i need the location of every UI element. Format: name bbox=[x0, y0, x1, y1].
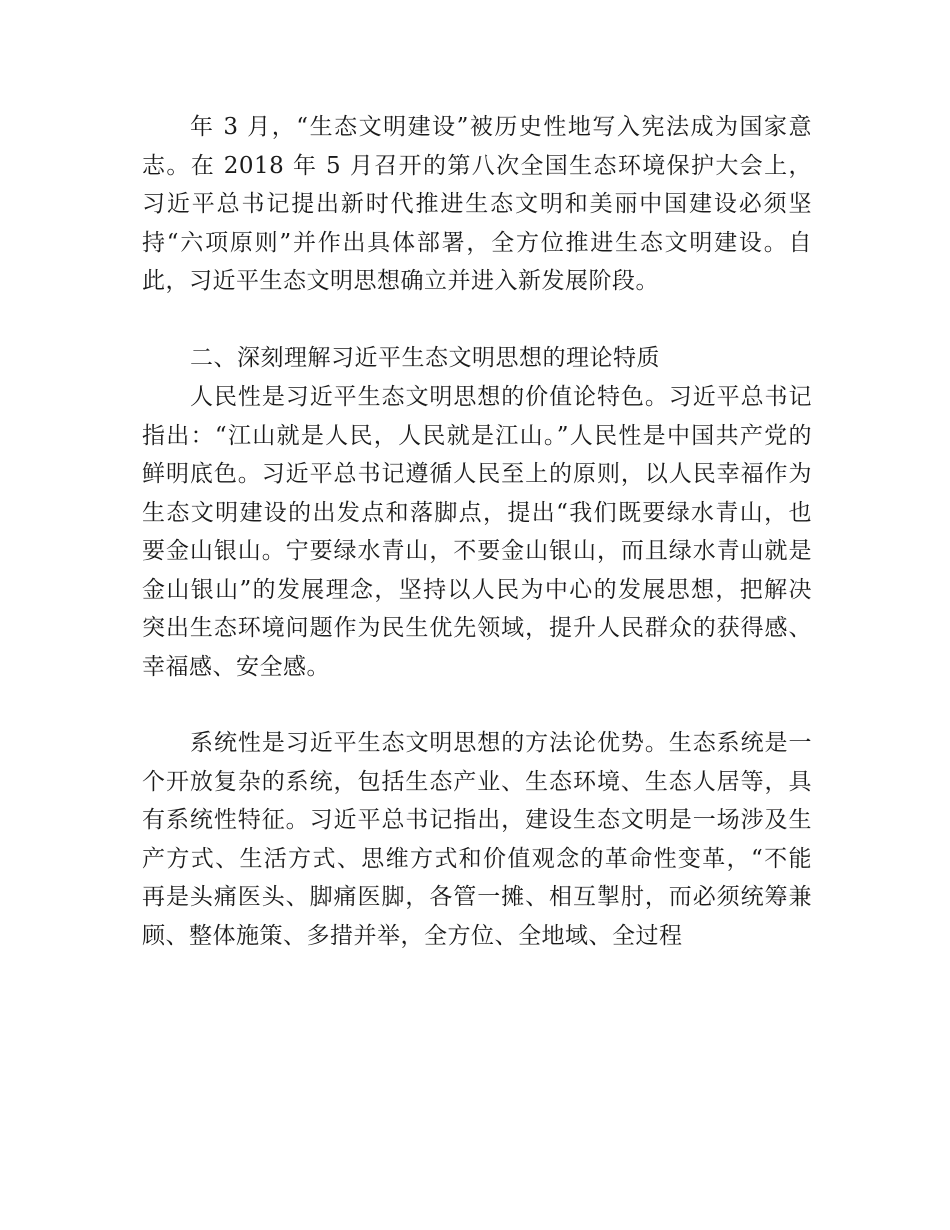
paragraph-people-oriented: 人民性是习近平生态文明思想的价值论特色。习近平总书记指出：“江山就是人民，人民就是江山。”人民性是中国共产党的鲜明底色。习近平总书记遵循人民至上的原则，以人民幸福作为生态文明建设的出发点和落脚点，提出“我们既要绿水青山，也要金山银山。宁要绿水青山，不要金山银山，而且绿水青山就是金山银山”的发展理念，坚持以人民为中心的发展思想，把解决突出生态环境问题作为民生优先领域，提升人民群众的获得感、幸福感、安全感。 bbox=[142, 384, 812, 680]
section-heading: 二、深刻理解习近平生态文明思想的理论特质 bbox=[190, 345, 660, 371]
paragraph-systematic: 系统性是习近平生态文明思想的方法论优势。生态系统是一个开放复杂的系统，包括生态产业、生态环境、生态人居等，具有系统性特征。习近平总书记指出，建设生态文明是一场涉及生产方式、生活方式、思维方式和价值观念的革命性变革，“不能再是头痛医头、脚痛医脚，各管一摊、相互掣肘，而必须统筹兼顾、整体施策、多措并举，全方位、全地域、全过程 bbox=[142, 730, 812, 949]
paragraph-constitution: 年 3 月，“生态文明建设”被历史性地写入宪法成为国家意志。在 2018 年 5 月召开的第八次全国生态环境保护大会上，习近平总书记提出新时代推进生态文明和美丽中国建设必须坚持“六项原则”并作出具体部署，全方位推进生态文明建设。自此，习近平生态文明思想确立并进入新发展阶段。 bbox=[142, 114, 812, 294]
